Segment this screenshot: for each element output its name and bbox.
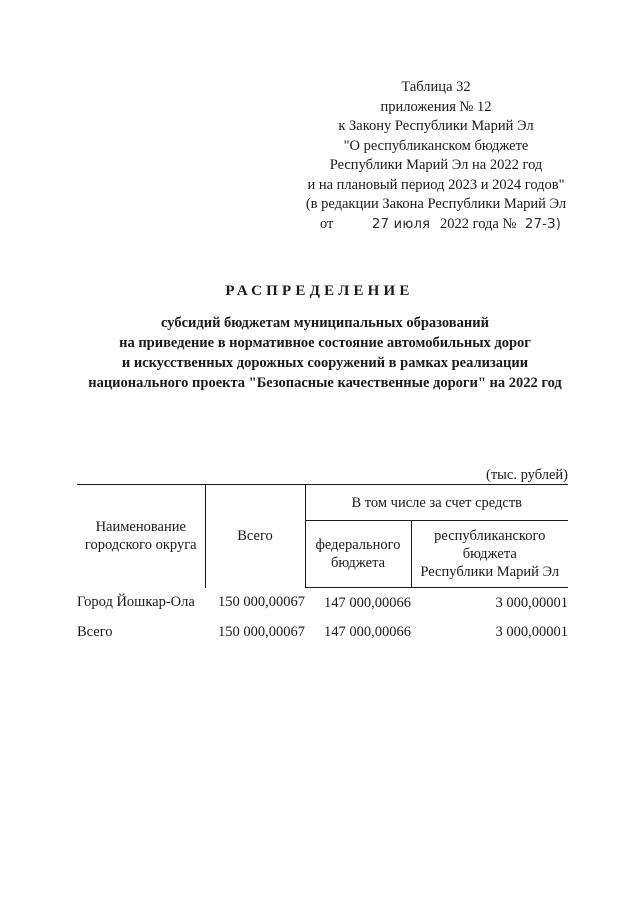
appendix-annex-number: приложения № 12 [380,98,492,115]
column-header-federal-line-2: бюджета [330,555,386,571]
row-total: 150 000,00067 [218,623,305,640]
table-row [77,588,568,618]
table-row-total [77,617,568,646]
appendix-law-reference: к Закону Республики Марий Эл [338,118,534,134]
subtitle-line-1: субсидий бюджетам муниципальных образований [161,315,489,331]
column-header-republic [411,521,568,588]
subtitle-line-4: национального проекта "Безопасные качественные дороги" на 2022 год [88,375,562,391]
date-suffix: 2022 года № [440,215,517,232]
column-header-name-line-2: городского округа [84,537,197,554]
column-header-including: В том числе за счет средств [305,485,568,521]
subtitle-line-3: и искусственных дорожных сооружений в рамках реализации [121,355,529,371]
row-republic: 3 000,00001 [495,623,568,640]
column-header-name [77,485,205,588]
unit-label: (тыс. рублей) [486,467,568,483]
row-name: Город Йошкар-Ола [77,594,195,611]
column-header-federal-line-1: федерального [315,537,401,553]
column-header-republic-line-1: республиканского [434,528,546,544]
appendix-table-number: Таблица 32 [401,79,471,95]
appendix-law-title-1: "О республиканском бюджете [343,137,529,154]
row-federal: 147 000,00066 [324,594,411,611]
document-subtitle [60,313,590,393]
row-republic: 3 000,00001 [495,594,568,611]
date-prefix: от [320,215,334,232]
column-header-republic-line-3: Республики Марий Эл [420,564,560,580]
subsidy-table [77,484,568,646]
appendix-edition-note: (в редакции Закона Республики Марий Эл [305,196,567,212]
appendix-date-line [300,215,572,235]
subtitle-line-2: на приведение в нормативное состояние автомобильных дорог [119,335,531,351]
document-title: РАСПРЕДЕЛЕНИЕ [225,283,414,299]
column-header-total: Всего [205,485,305,588]
handwritten-date: 27 июля [372,216,431,232]
handwritten-law-number: 27-З) [525,216,562,232]
appendix-law-title-2: Республики Марий Эл на 2022 год [329,157,543,173]
column-header-federal [305,521,411,588]
appendix-law-title-3: и на плановый период 2023 и 2024 годов" [307,176,565,193]
column-header-name-line-1: Наименование [95,519,186,536]
row-total: 150 000,00067 [218,594,305,611]
row-name: Всего [77,623,113,640]
row-federal: 147 000,00066 [324,623,411,640]
column-header-republic-line-2: бюджета [462,546,517,562]
appendix-header [300,78,572,234]
